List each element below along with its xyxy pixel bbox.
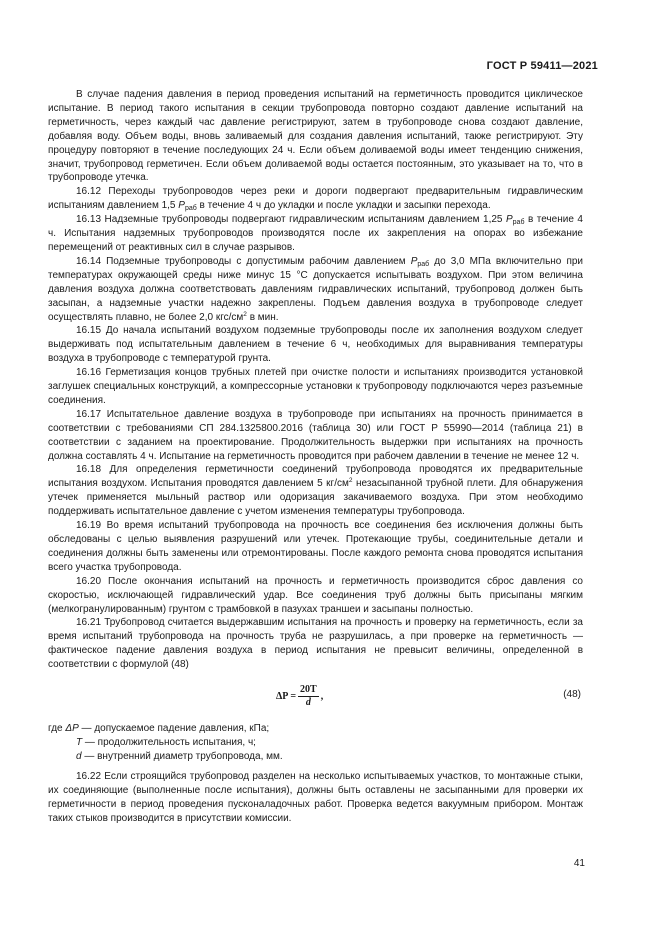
formula-number: (48) [563, 689, 581, 701]
formula-expression [276, 684, 323, 709]
legend-delta-p: где ΔP — допускаемое падение давления, кПа; [48, 723, 270, 735]
paragraph-16-14: 16.14 Подземные трубопроводы с допустимым рабочим давлением $P_{раб}$ до 3,0 МПа включительно при температурах окружающей среды ниже минус 15 °С допускается испытывать воздухом. При этом величина давления воздуха должна соответствовать давлениям гидравлических испытаний, трубопровод должен быть засыпан, а надземные участки надежно закреплены. Подъем давления воздуха в трубопроводе следует осуществлять плавно, не более 2,0 кгс/$см^2$ в мин. [48, 255, 584, 323]
paragraph-16-21: 16.21 Трубопровод считается выдержавшим испытания на прочность и проверку на герметичность, если за время испытаний трубопровода на прочность труба не разрушилась, а при проверке на герметичность — фактическое падение давления воздуха в период испытания не превысит величины, определенной в соответствии с формулой (48) [48, 617, 583, 671]
formula-lhs: ΔP = [276, 690, 297, 702]
paragraph-16-22: 16.22 Если строящийся трубопровод разделен на несколько испытываемых участков, то монтажные стыки, их соединяющие (выполненные после испытания), должны быть оставлены не засыпанными для проверки их герметичности в период проведения пусконаладочных работ. Проверка ведется вакуумным прибором. Монтаж таких стыков производится в присутствии комиссии. [48, 770, 583, 824]
paragraph-16-18: 16.18 Для определения герметичности соединений трубопровода проводятся их предварительные испытания воздухом. Испытания проводятся давлением 5 $кг/см^2$ незасыпанной трубной плети. Для обнаружения утечек применяется мыльный раствор или одоризация закачиваемого воздуха. При этом необходимо поддерживать испытательное давление с учетом изменения температуры трубопровода. [48, 464, 584, 518]
paragraph-cyclic-test: В случае падения давления в период проведения испытаний на герметичность проводится циклическое испытание. В период такого испытания в секции трубопровода повторно создают давление испытаний на герметичность, через каждый час давление регистрируют, затем в трубопроводе снова создают давление, добавляя воду. Объем воды, вновь заливаемый для создания давления испытаний, также регистрируют. Эту процедуру повторяют в течение последующих 24 ч. Если объем доливаемой воды имеет тенденцию снижения, значит, трубопровод герметичен. Если объем доливаемой воды остается постоянным, это указывает на то, что в трубопроводе утечка. [48, 89, 583, 184]
legend-t: T — продолжительность испытания, ч; [76, 736, 256, 748]
paragraph-16-19: 16.19 Во время испытаний трубопровода на прочность все соединения без исключения должны быть обследованы с целью выявления разрушений или утечек. Протекающие трубы, соединительные детали и соединения должны быть заменены или отремонтированы. После каждого ремонта снова проводятся испытания всего участка трубопровода. [48, 520, 583, 573]
page-number: 41 [573, 858, 585, 869]
formula-48 [48, 678, 583, 718]
paragraph-16-17: 16.17 Испытательное давление воздуха в трубопроводе при испытаниях на прочность принимается в соответствии с требованиями СП 284.1325800.2016 (таблица 30) или ГОСТ Р 55990—2014 (таблица 21) в соответствии с заданием на проектирование. Продолжительность выдержки при испытаниях на прочность должна составлять 4 ч. Испытание на герметичность проводится при рабочем давлении в течение не менее 12 ч. [48, 408, 583, 462]
formula-trail: , [320, 690, 324, 702]
paragraph-16-13: 16.13 Надземные трубопроводы подвергают гидравлическим испытаниям давлением 1,25 $P_{раб}$ в течение 4 ч. Испытания надземных трубопроводов производятся после их закрепления на опорах во избежание перемещений от реактивных сил в случае разрывов. [48, 214, 583, 253]
paragraph-16-15: 16.15 До начала испытаний воздухом подземные трубопроводы после их заполнения воздухом следует выдерживать под испытательным давлением в течение 6 ч, необходимых для выравнивания температуры воздуха в трубопроводе с температурой грунта. [48, 325, 583, 365]
formula-legend [48, 722, 583, 764]
document-body [48, 88, 583, 825]
legend-d: d — внутренний диаметр трубопровода, мм. [76, 750, 283, 762]
formula-numerator: 20T [300, 684, 317, 696]
formula-fraction [298, 684, 319, 709]
standard-designation: ГОСТ Р 59411—2021 [486, 60, 598, 72]
formula-denominator: d [305, 697, 311, 709]
paragraph-16-20: 16.20 После окончания испытаний на прочность и герметичность производится сброс давления со скоростью, исключающей гидравлический удар. Все соединения труб должны быть присыпаны мягким (мелкогранулированным) грунтом с трамбовкой в пазухах траншеи и засыпаны полностью. [48, 575, 583, 615]
paragraph-16-16: 16.16 Герметизация концов трубных плетей при очистке полости и испытаниях производится установкой заглушек специальных конструкций, а компрессорные установки к трубопроводу подключаются через разъемные соединения. [48, 367, 583, 406]
paragraph-16-12: 16.12 Переходы трубопроводов через реки и дороги подвергают предварительным гидравлическим испытаниям давлением 1,5 $P_{раб}$ в течение 4 ч до укладки и после укладки и засыпки перехода. [48, 186, 583, 213]
